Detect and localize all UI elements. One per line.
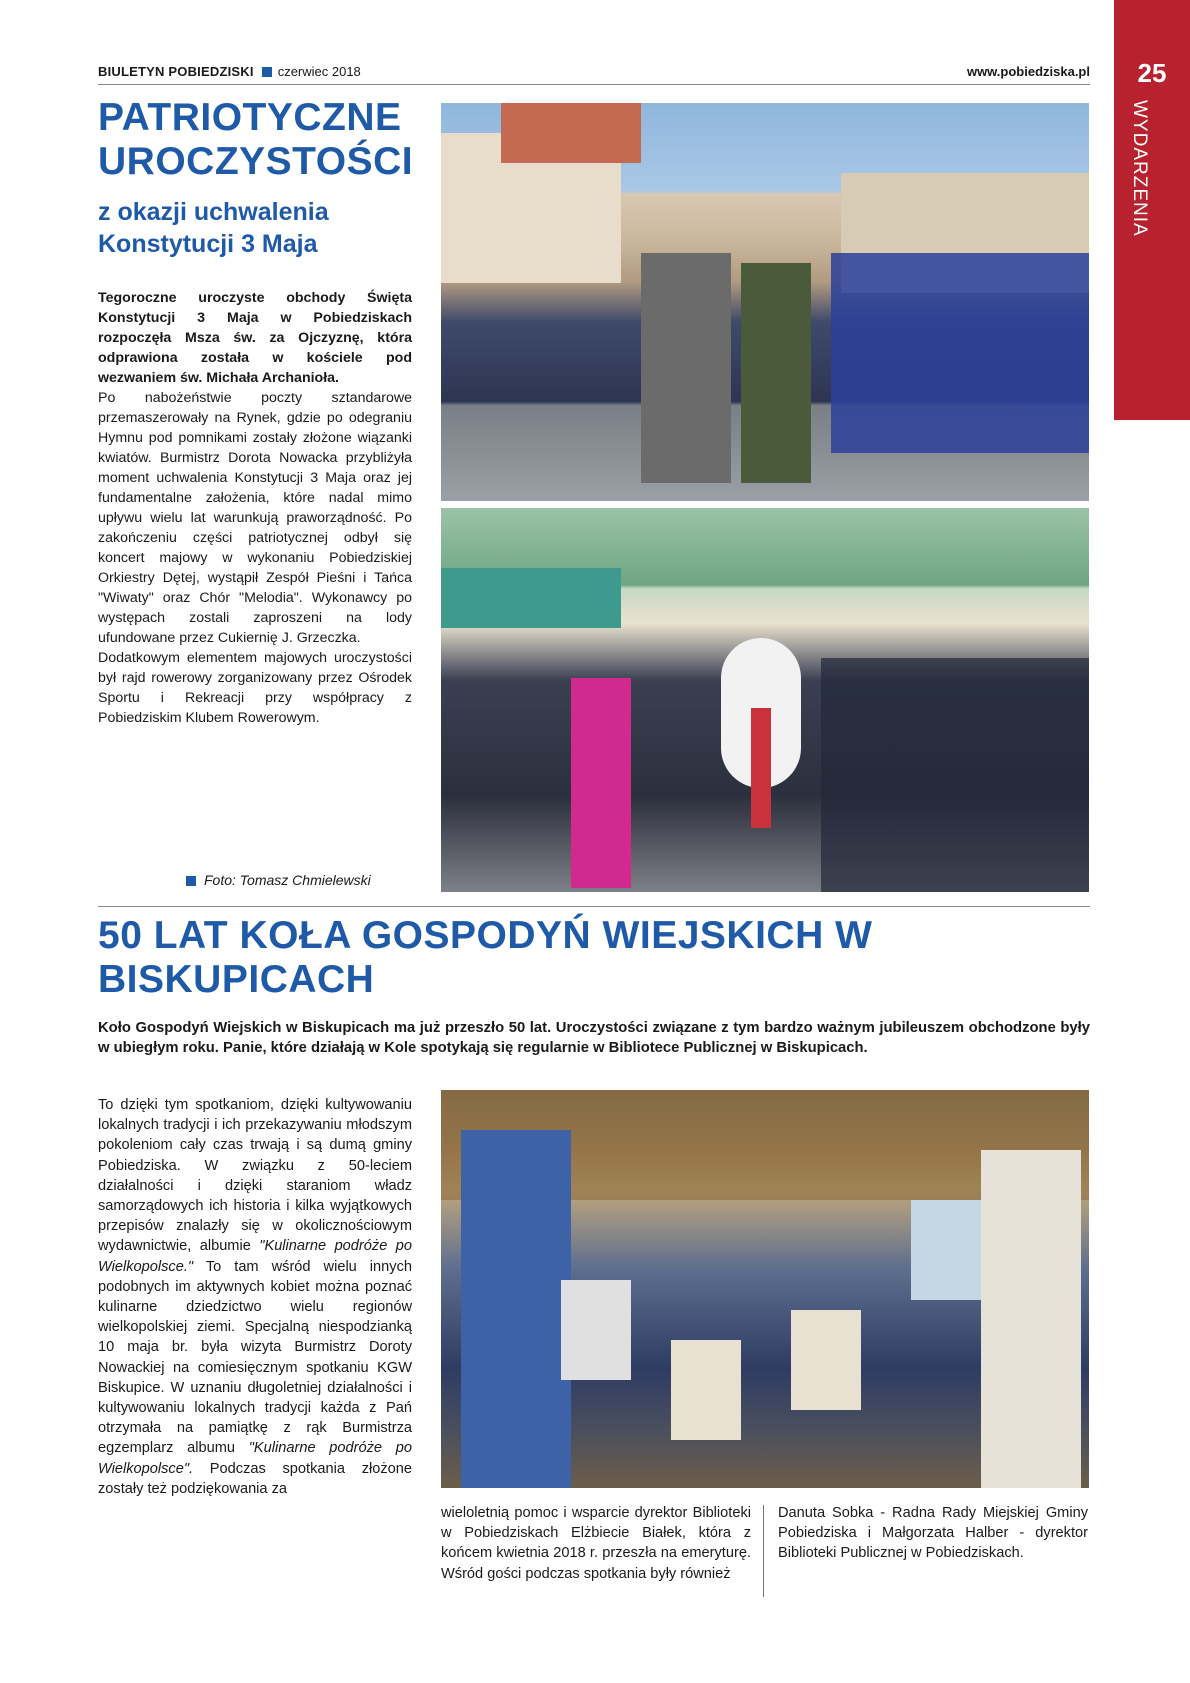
article2-column-1 (98, 1095, 412, 1499)
roof-shape (501, 103, 641, 163)
article2-paragraph: Danuta Sobka - Radna Rady Miejskiej Gminy Pobiedziska i Małgorzata Halber - dyrektor Biblioteki Publicznej w Pobiedziskach. (778, 1505, 1088, 1562)
awning-shape (441, 568, 621, 628)
crowd-shape (821, 658, 1089, 892)
text-run: To dzięki tym spotkaniom, dzięki kultywowaniu lokalnych tradycji i ich przekazywaniu młodszym pokoleniom cały czas trwają i są dumą gminy Pobiedziska. W związku z 50-leciem działalności i dzięki staraniom władz samorządowych ich historia i kilka wyjątkowych przepisów znalazły się w okolicznościowym wydawnictwie, albumie (98, 1097, 412, 1255)
figure-shape (461, 1130, 571, 1488)
article2-lead: Koło Gospodyń Wiejskich w Biskupicach ma już przeszło 50 lat. Uroczystości związane z tym bardzo ważnym jubileuszem obchodzone były w ubiegłym roku. Panie, które działają w Kole spotykają się regularnie w Bibliotece Publicznej w Biskupicach. (98, 1020, 1090, 1056)
album-title: "Kulinarne podróże po Wielkopolsce." (98, 1238, 412, 1275)
article2-paragraph: wieloletnią pomoc i wsparcie dyrektor Biblioteki w Pobiedziskach Elżbiecie Białek, która z końcem kwietnia 2018 r. przeszła na emeryturę. Wśród gości podczas spotkania były również (441, 1505, 751, 1582)
article2-title: 50 LAT KOŁA GOSPODYŃ WIEJSKICH W BISKUPICACH (98, 914, 873, 1001)
photo-kgw-women (441, 1090, 1089, 1488)
photo-credit (186, 872, 371, 888)
figure-shape (741, 263, 811, 483)
article2-column-3 (778, 1503, 1088, 1564)
column-separator (763, 1505, 764, 1597)
album-title: "Kulinarne podróże po Wielkopolsce". (98, 1440, 412, 1477)
book-shape (671, 1340, 741, 1440)
figure-shape (641, 253, 731, 483)
website-url[interactable]: www.pobiedziska.pl (966, 64, 1090, 79)
book-shape (791, 1310, 861, 1410)
photo-credit-text: Foto: Tomasz Chmielewski (204, 872, 371, 888)
book-shape (561, 1280, 631, 1380)
square-bullet-icon (186, 876, 196, 886)
photo-wreath-laying (441, 508, 1089, 892)
article2-column-2 (441, 1503, 751, 1584)
section-divider (98, 906, 1090, 907)
header-left (98, 64, 361, 79)
article1-title: PATRIOTYCZNE UROCZYSTOŚCI (98, 96, 414, 183)
ribbon-shape (751, 708, 771, 828)
article1-body (98, 288, 412, 728)
figure-shape (981, 1150, 1081, 1488)
article1-lead: Tegoroczne uroczyste obchody Święta Konstytucji 3 Maja w Pobiedziskach rozpoczęła Msza św. za Ojczyznę, która odprawiona została w kościele pod wezwaniem św. Michała Archanioła. (98, 290, 412, 386)
text-run: To tam wśród wielu innych podobnych im aktywnych kobiet można poznać kulinarne dziedzictwo wielu regionów wielkopolskiej ziemi. Specjalną niespodzianką 10 maja br. była wizyta Burmistrz Doroty Nowackiej na comiesięcznym spotkaniu KGW Biskupice. W uznaniu długoletniej działalności i kultywowaniu lokalnych tradycji każda z Pań otrzymała na pamiątkę z rąk Burmistrza egzemplarz albumu (98, 1258, 412, 1457)
page-header (98, 62, 1090, 85)
section-label: WYDARZENIA (1129, 100, 1150, 237)
text-run: Podczas spotkania złożone zostały też podziękowania za (98, 1460, 412, 1497)
article1-subtitle: z okazji uchwalenia Konstytucji 3 Maja (98, 198, 329, 258)
orchestra-shape (831, 253, 1089, 453)
article2-paragraph (98, 1095, 412, 1499)
section-label-wrapper (1128, 100, 1168, 280)
figure-shape (571, 678, 631, 888)
article1-paragraph: Po nabożeństwie poczty sztandarowe przemaszerowały na Rynek, gdzie po odegraniu Hymnu pod pomnikami zostały złożone wiązanki kwiatów. Burmistrz Dorota Nowacka przybliżyła moment uchwalenia Konstytucji 3 Maja oraz jej fundamentalne założenia, które nadal mimo upływu wielu lat warunkują praworządność. Po zakończeniu części patriotycznej odbył się koncert majowy w wykonaniu Pobiedziskiej Orkiestry Dętej, wystąpił Zespół Pieśni i Tańca "Wiwaty" oraz Chór "Melodia". Wykonawcy po występach zostali zaproszeni na lody ufundowane przez Cukiernię J. Grzeczka. (98, 390, 412, 646)
page-number: 25 (1137, 58, 1167, 88)
square-bullet-icon (262, 67, 272, 77)
publication-name: BIULETYN POBIEDZISKI (98, 64, 254, 79)
article1-paragraph: Dodatkowym elementem majowych uroczystości był rajd rowerowy zorganizowany przez Ośrodek Sportu i Rekreacji przy współpracy z Pobiedziskim Klubem Rowerowym. (98, 650, 412, 726)
photo-ceremony-orchestra (441, 103, 1089, 501)
issue-date: czerwiec 2018 (277, 64, 361, 79)
